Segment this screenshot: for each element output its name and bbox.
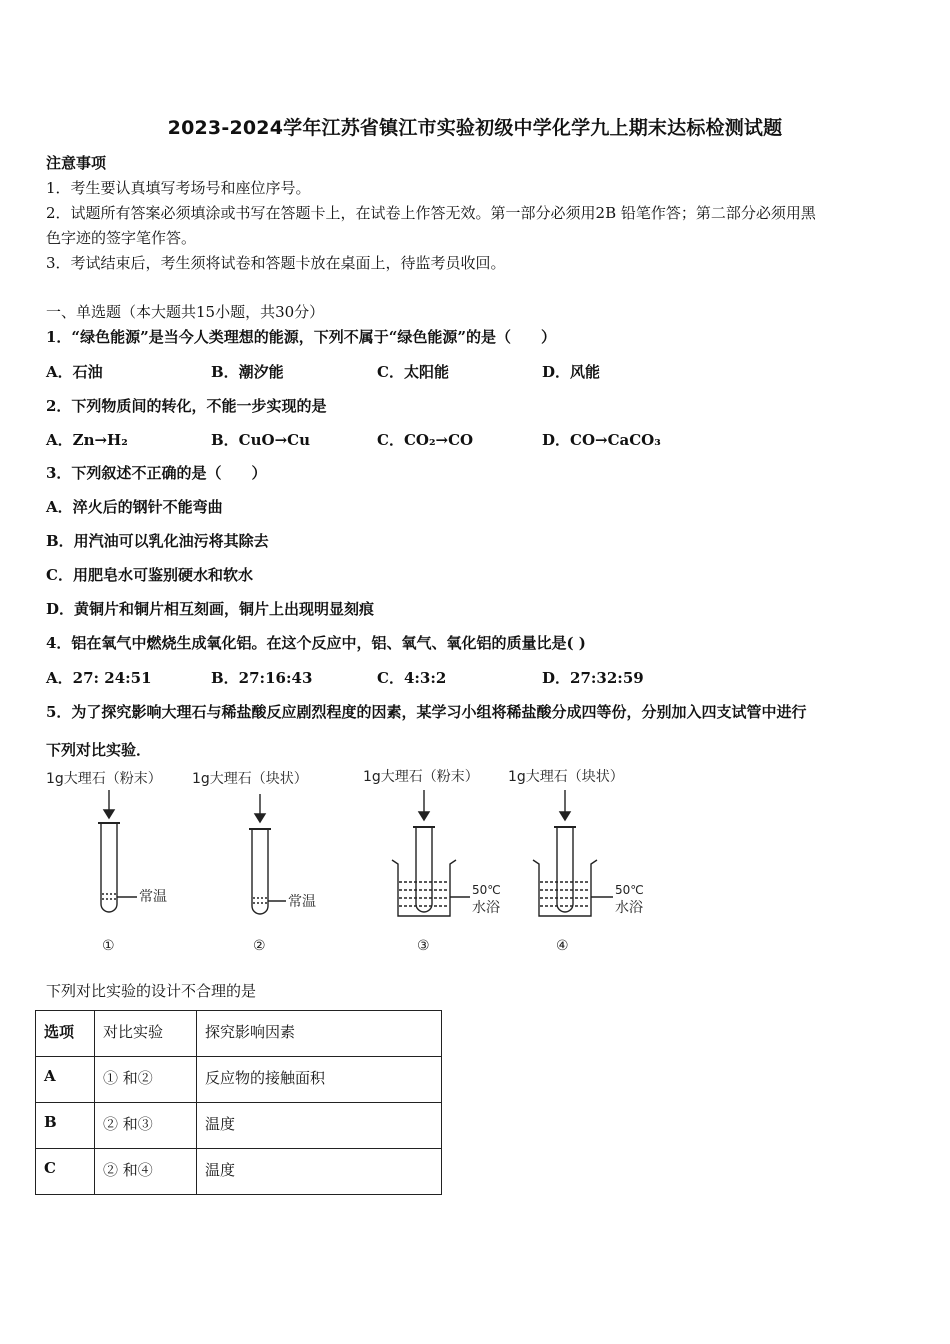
table-cell: 反应物的接触面积 (197, 1057, 442, 1103)
question-5-prompt: 下列对比实验的设计不合理的是 (46, 982, 257, 1000)
notice-item: 色字迹的签字笔作答。 (46, 229, 197, 247)
question-2-option-d: D．CO→CaCO₃ (542, 431, 661, 449)
question-2-option-a: A．Zn→H₂ (46, 431, 128, 449)
question-4-stem: 4．铝在氧气中燃烧生成氧化铝。在这个反应中，铝、氧气、氧化铝的质量比是( ) (46, 634, 586, 652)
question-2-option-b: B．CuO→Cu (211, 431, 311, 449)
question-1-option-d: D．风能 (542, 363, 601, 381)
question-1-option-c: C．太阳能 (377, 363, 449, 381)
table-cell: C (36, 1149, 95, 1195)
question-5-stem-continued: 下列对比实验． (46, 741, 152, 759)
question-1-stem: 1．“绿色能源”是当今人类理想的能源，下列不属于“绿色能源”的是（ ） (46, 328, 556, 346)
table-cell: B (36, 1103, 95, 1149)
question-4-option-d: D．27:32:59 (542, 669, 644, 687)
section-heading: 一、单选题（本大题共15小题，共30分） (46, 303, 325, 321)
question-4-option-a: A．27: 24:51 (46, 669, 152, 687)
table-header: 选项 (36, 1011, 95, 1057)
tube-4-temperature: 50℃ (615, 883, 644, 897)
table-header: 对比实验 (95, 1011, 197, 1057)
question-4-option-b: B．27:16:43 (211, 669, 313, 687)
table-cell: A (36, 1057, 95, 1103)
question-3-option-d: D．黄铜片和铜片相互刻画，铜片上出现明显刻痕 (46, 600, 375, 618)
tube-2-label: 1g大理石（块状） (192, 771, 308, 787)
table-header-row (36, 1011, 442, 1057)
table-row (36, 1057, 442, 1103)
question-3-stem: 3．下列叙述不正确的是（ ） (46, 464, 267, 482)
tube-1-condition: 常温 (139, 889, 167, 905)
tube-3-number: ③ (417, 938, 430, 954)
table-cell: ② 和③ (95, 1103, 197, 1149)
question-5-stem: 5．为了探究影响大理石与稀盐酸反应剧烈程度的因素，某学习小组将稀盐酸分成四等份，分别加入四支试管中进行 (46, 703, 807, 721)
experiment-figure (40, 764, 660, 964)
tube-4-condition: 水浴 (615, 900, 643, 916)
notice-item: 2．试题所有答案必须填涂或书写在答题卡上，在试卷上作答无效。第一部分必须用2B 铅笔作答；第二部分必须用黑 (46, 204, 816, 222)
question-3-option-b: B．用汽油可以乳化油污将其除去 (46, 532, 269, 550)
tube-2-condition: 常温 (288, 894, 316, 910)
tube-1-label: 1g大理石（粉末） (46, 771, 162, 787)
comparison-table (35, 1010, 442, 1195)
page-title: 2023-2024学年江苏省镇江市实验初级中学化学九上期末达标检测试题 (167, 117, 783, 139)
table-cell: 温度 (197, 1149, 442, 1195)
tube-3-temperature: 50℃ (472, 883, 501, 897)
tube-1-number: ① (102, 938, 115, 954)
table-cell: 温度 (197, 1103, 442, 1149)
notice-item: 1．考生要认真填写考场号和座位序号。 (46, 179, 311, 197)
tube-2-number: ② (253, 938, 266, 954)
table-row (36, 1149, 442, 1195)
table-header: 探究影响因素 (197, 1011, 442, 1057)
tube-3-condition: 水浴 (472, 900, 500, 916)
question-4-option-c: C．4:3:2 (377, 669, 447, 687)
table-cell: ① 和② (95, 1057, 197, 1103)
table-row (36, 1103, 442, 1149)
notice-item: 3．考试结束后，考生须将试卷和答题卡放在桌面上，待监考员收回。 (46, 254, 506, 272)
question-3-option-c: C．用肥皂水可鉴别硬水和软水 (46, 566, 253, 584)
question-2-stem: 2．下列物质间的转化，不能一步实现的是 (46, 397, 327, 415)
question-3-option-a: A．淬火后的钢针不能弯曲 (46, 498, 223, 516)
question-2-option-c: C．CO₂→CO (377, 431, 474, 449)
notice-heading: 注意事项 (46, 154, 107, 172)
question-1-option-a: A．石油 (46, 363, 103, 381)
question-1-option-b: B．潮汐能 (211, 363, 284, 381)
tube-4-number: ④ (556, 938, 569, 954)
table-cell: ② 和④ (95, 1149, 197, 1195)
tube-3-label: 1g大理石（粉末） (363, 769, 479, 785)
tube-4-label: 1g大理石（块状） (508, 769, 624, 785)
